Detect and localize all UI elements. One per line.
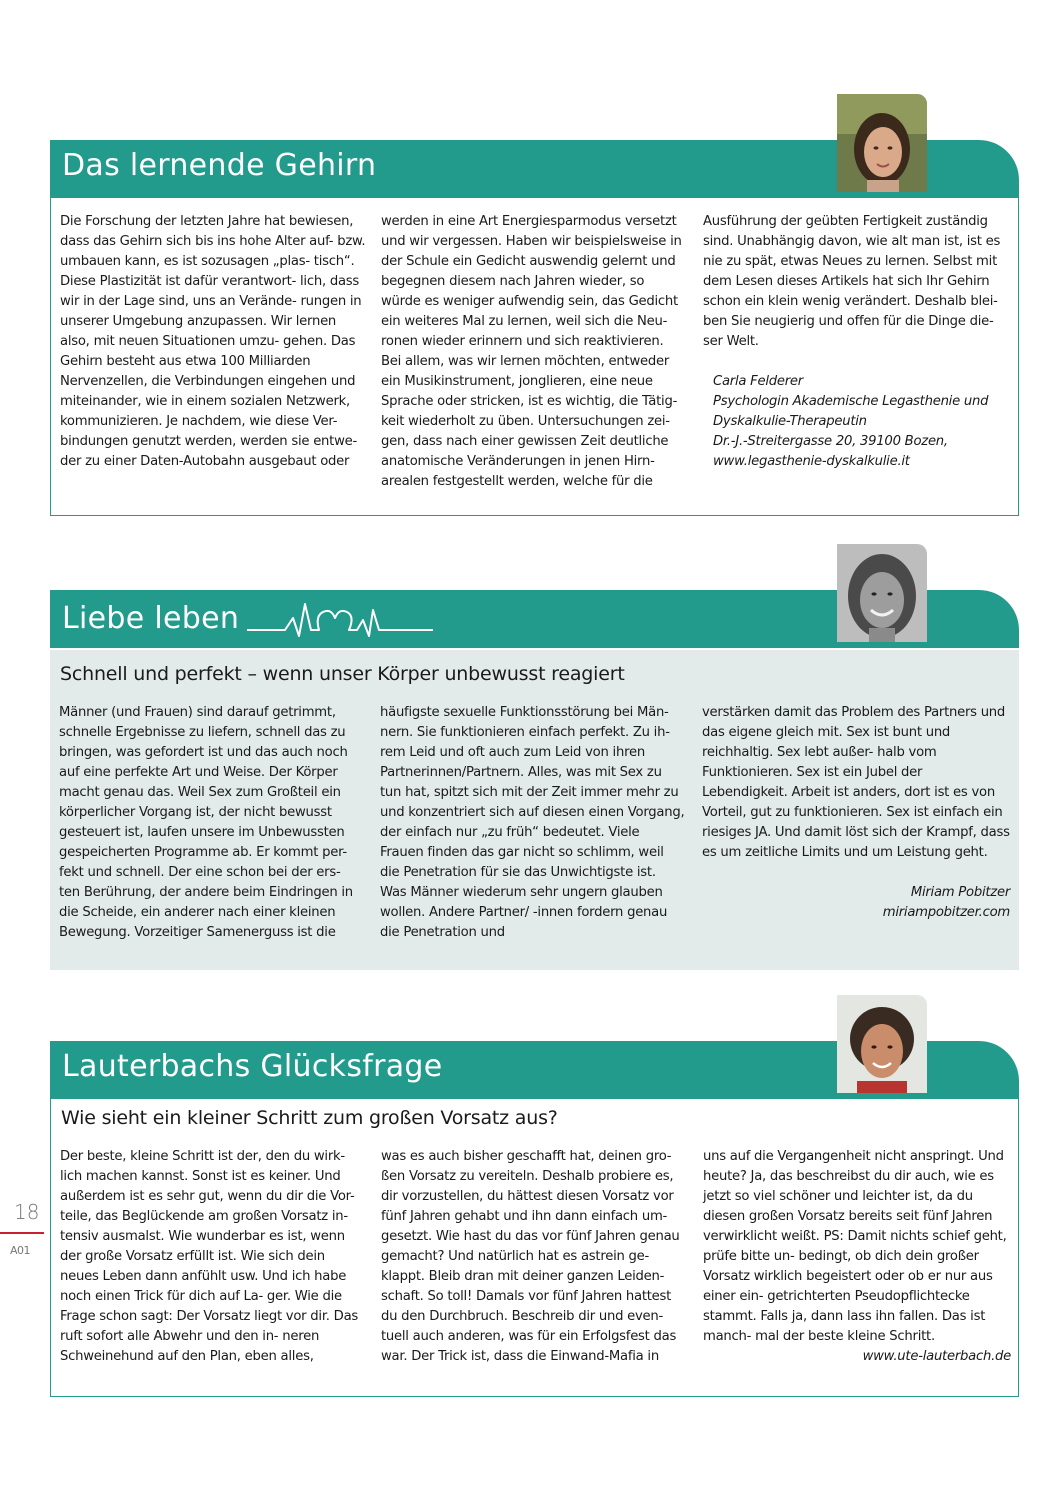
author-signature	[702, 883, 1010, 923]
text-column-2: was es auch bisher geschafft hat, deinen gro- ßen Vorsatz zu vereiteln. Deshalb probiere es, dir vorzustellen, du hättest diesen Vorsatz vor fünf Jahren gehabt und ihn dann einfach um- gesetzt. Wie hast du das vor fünf Jahren genau gemacht? Und natürlich hat es astrein ge- klappt. Bleib dran mit deiner ganzen Leiden- schaft. So toll! Damals vor fünf Jahren hattest du den Durchbruch. Beschreib dir und even- tuell auch anderen, was für ein Erfolgsfest das war. Der Trick ist, dass die Einwand-Mafia in	[381, 1149, 680, 1364]
author-name: Carla Felderer	[713, 374, 803, 389]
author-website: www.ute-lauterbach.de	[862, 1349, 1011, 1364]
section-title	[62, 598, 435, 638]
text-column-2: werden in eine Art Energiesparmodus versetzt und wir vergessen. Haben wir beispielsweise in der Schule ein Gedicht auswendig gelernt und begegnen diesem nach Jahren wieder, so würde es weniger aufwendig sein, das Gedicht ein weiteres Mal zu lernen, weil sich die Neu- ronen wieder erinnern und sich reaktivieren. Bei allem, was wir lernen möchten, entweder ein Musikinstrument, jonglieren, eine neue Sprache oder stricken, ist es wichtig, die Tätig- keit wiederholt zu üben. Untersuchungen zei- gen, dass nach einer gewissen Zeit deutliche anatomische Veränderungen in jenen Hirn- arealen festgestellt werden, welche für die	[381, 214, 682, 489]
text-column-3	[703, 212, 1009, 472]
text-column-2: häufigste sexuelle Funktionsstörung bei Män- nern. Sie funktionieren einfach perfekt. Zu ih- rem Leid und oft auch zum Leid von ihren Partnerinnen/Partnern. Alles, was mit Sex zu tun hat, spitzt sich mit der Zeit immer mehr zu und konzentriert sich auf diesen einen Vorgang, der einfach nur „zu früh“ bedeutet. Viele Frauen finden das gar nicht so schlimm, weil die Penetration für sie das Unwichtigste ist. Was Männer wiederum sehr ungern glauben wollen. Andere Partner/ -innen fordern genau die Penetration und	[380, 705, 685, 940]
text-column-3	[702, 703, 1010, 923]
text-column-1: Die Forschung der letzten Jahre hat bewiesen, dass das Gehirn sich bis ins hohe Alter auf- bzw. umbauen kann, es ist sozusagen „plas- tisch“. Diese Plastizität ist dafür verantwort- lich, dass wir in der Lage sind, uns an Verände- rungen in unserer Umgebung anzupassen. Wir lernen also, mit neuen Situationen umzu- gehen. Das Gehirn besteht aus etwa 100 Milliarden Nervenzellen, die Verbindungen eingehen und miteinander, wie in einem sozialen Netzwerk, kommunizieren. Je nachdem, wie diese Ver- bindungen genutzt werden, werden sie entwe- der zu einer Daten-Autobahn ausgebaut oder	[60, 214, 366, 469]
section-title: Das lernende Gehirn	[62, 148, 377, 183]
article-subheadline: Schnell und perfekt – wenn unser Körper unbewusst reagiert	[60, 663, 625, 685]
author-photo	[837, 94, 927, 192]
author-photo	[837, 544, 927, 642]
section-title-text: Liebe leben	[62, 600, 240, 636]
column-3-text: uns auf die Vergangenheit nicht anspringt. Und heute? Ja, das beschreibst du dir auch, wie es jetzt so viel schöner und leichter ist, da du diesen großen Vorsatz bereits seit fünf Jahren verwirklicht weißt. PS: Damit nichts schief geht, prüfe bitte un- bedingt, ob dich dein großer Vorsatz wirklich begeistert oder ob er nur aus einer ein- getrichterten Pseudopflichtecke stammt. Falls ja, dann lass ihn fallen. Das ist manch- mal der beste kleine Schritt.	[703, 1149, 1007, 1344]
text-column-3	[703, 1147, 1011, 1367]
author-website: miriampobitzer.com	[882, 905, 1010, 920]
text-column-1: Männer (und Frauen) sind darauf getrimmt, schnelle Ergebnisse zu liefern, schnell das zu bringen, was gefordert ist und das auch noch auf eine perfekte Art und Weise. Der Körper macht genau das. Weil Sex zum Großteil ein körperlicher Vorgang ist, der nicht bewusst gesteuert ist, laufen unsere im Unbewussten gespeicherten Programme ab. Er kommt per- fekt und schnell. Der eine schon bei der ers- ten Berührung, der andere beim Eindringen in die Scheide, ein anderer nach einer kleinen Bewegung. Vorzeitiger Samenerguss ist die	[59, 705, 353, 940]
author-photo	[837, 995, 927, 1093]
author-role-2: Dyskalkulie-Therapeutin	[713, 414, 867, 429]
article-lauterbachs-gluecksfrage	[50, 995, 1019, 1397]
column-3-text: Ausführung der geübten Fertigkeit zuständig sind. Unabhängig davon, wie alt man ist, ist es nie zu spät, etwas Neues zu lernen. Selbst mit dem Lesen dieses Artikels hat sich Ihr Gehirn schon ein klein wenig verändert. Deshalb blei- ben Sie neugierig und offen für die Dinge die- ser Welt.	[703, 214, 1001, 349]
author-signature	[703, 1347, 1011, 1367]
page-code: A01	[10, 1244, 31, 1257]
heartbeat-icon	[245, 598, 435, 638]
article-subheadline: Wie sieht ein kleiner Schritt zum großen Vorsatz aus?	[61, 1107, 558, 1129]
page-number-rule	[0, 1232, 44, 1234]
article-liebe-leben	[50, 544, 1019, 970]
column-3-text: verstärken damit das Problem des Partners und das eigene gleich mit. Sex ist bunt und reichhaltig. Sex lebt außer- halb vom Funktionieren. Sex ist ein Jubel der Lebendigkeit. Arbeit ist anders, dort ist es von Vorteil, gut zu funktionieren. Sex ist einfach ein riesiges JA. Und damit löst sich der Krampf, dass es um zeitliche Limits und um Leistung geht.	[702, 705, 1010, 860]
article-body	[50, 198, 1019, 516]
author-name: Miriam Pobitzer	[910, 885, 1010, 900]
article-lernende-gehirn	[50, 92, 1019, 516]
author-address: Dr.-J.-Streitergasse 20, 39100 Bozen,	[713, 434, 948, 449]
article-body	[50, 650, 1019, 970]
author-website: www.legasthenie-dyskalkulie.it	[713, 454, 910, 469]
page-number: 18	[14, 1200, 40, 1224]
text-column-1: Der beste, kleine Schritt ist der, den du wirk- lich machen kannst. Sonst ist es keiner. Und außerdem ist es sehr gut, wenn du dir die Vor- teile, das Beglückende am großen Vorsatz in- tensiv ausmalst. Wie wunderbar es ist, wenn der große Vorsatz erfüllt ist. Wie sich dein neues Leben dann anfühlt usw. Und ich habe noch einen Trick für dich auf La- ger. Wie die Frage schon sagt: Der Vorsatz liegt vor dir. Das ruft sofort alle Abwehr und den in- neren Schweinehund auf den Plan, eben alles,	[60, 1149, 359, 1364]
author-role-1: Psychologin Akademische Legasthenie und	[713, 394, 989, 409]
article-body	[50, 1099, 1019, 1397]
author-signature	[703, 372, 1009, 472]
section-title: Lauterbachs Glücksfrage	[62, 1049, 443, 1084]
